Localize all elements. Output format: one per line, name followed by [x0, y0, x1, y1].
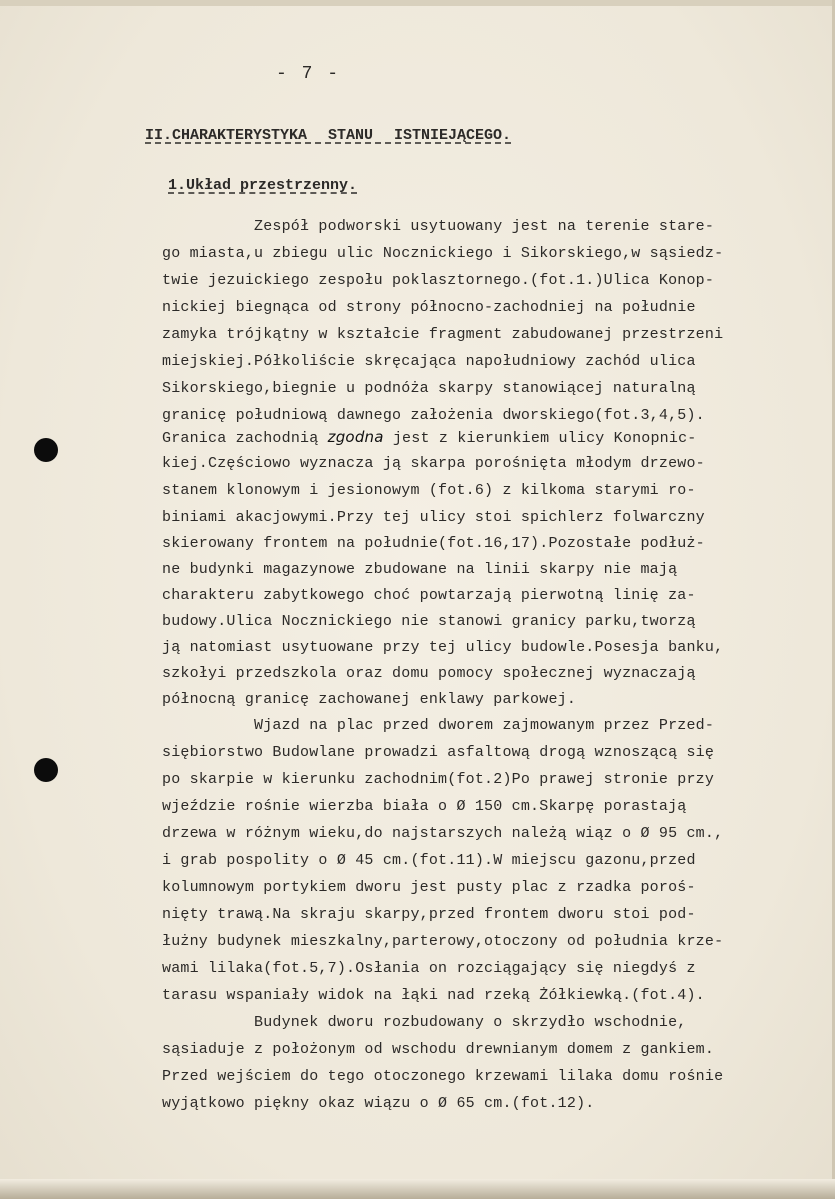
text-line: po skarpie w kierunku zachodnim(fot.2)Po prawej stronie przy [162, 771, 715, 788]
section-heading: II.CHARAKTERYSTYKA STANU ISTNIEJĄCEGO. [145, 127, 512, 144]
text-line: wami lilaka(fot.5,7).Osłania on rozciągający się niegdyś z [162, 960, 696, 977]
text-line: kolumnowym portykiem dworu jest pusty plac z rzadka poroś- [162, 879, 696, 896]
text-line: ne budynki magazynowe zbudowane na linii skarpy nie mają [162, 561, 678, 578]
text-line: nięty trawą.Na skraju skarpy,przed frontem dworu stoi pod- [162, 906, 696, 923]
page-top-edge [0, 0, 835, 6]
text-line: łużny budynek mieszkalny,parterowy,otoczony od południa krze- [162, 933, 724, 950]
text-line: sąsiaduje z położonym od wschodu drewnianym domem z gankiem. [162, 1041, 715, 1058]
text-line: wjeździe rośnie wierzba biała o Ø 150 cm.Skarpę porastają [162, 798, 687, 815]
text-line: ją natomiast usytuowane przy tej ulicy budowle.Posesja banku, [162, 639, 724, 656]
text-line: go miasta,u zbiegu ulic Nocznickiego i Sikorskiego,w sąsiedz- [162, 245, 724, 262]
text-line: Zespół podworski usytuowany jest na terenie stare- [254, 218, 715, 235]
text-line: granicę południową dawnego założenia dworskiego(fot.3,4,5). [162, 407, 705, 424]
text-line: tarasu wspaniały widok na łąki nad rzeką Żółkiewką.(fot.4). [162, 987, 705, 1004]
text-line: Budynek dworu rozbudowany o skrzydło wschodnie, [254, 1014, 687, 1031]
text-line: budowy.Ulica Nocznickiego nie stanowi granicy parku,tworzą [162, 613, 696, 630]
text-line-with-insert [162, 427, 697, 449]
punch-hole-icon [34, 438, 58, 462]
text-line: kiej.Częściowo wyznacza ją skarpa porośnięta młodym drzewo- [162, 455, 705, 472]
text-line: charakteru zabytkowego choć powtarzają pierwotną linię za- [162, 587, 696, 604]
text-line: biniami akacjowymi.Przy tej ulicy stoi spichlerz folwarczny [162, 509, 705, 526]
text-line: północną granicę zachowanej enklawy parkowej. [162, 691, 577, 708]
text-line: nickiej biegnąca od strony północno-zachodniej na południe [162, 299, 696, 316]
text-line: i grab pospolity o Ø 45 cm.(fot.11).W miejscu gazonu,przed [162, 852, 696, 869]
text-line: miejskiej.Półkoliście skręcająca napołudniowy zachód ulica [162, 353, 696, 370]
text-line: szkołyi przedszkola oraz domu pomocy społecznej wyznaczają [162, 665, 696, 682]
text-line: Sikorskiego,biegnie u podnóża skarpy stanowiącej naturalną [162, 380, 696, 397]
text-line: Wjazd na plac przed dworem zajmowanym przez Przed- [254, 717, 715, 734]
text-line: drzewa w różnym wieku,do najstarszych należą wiąz o Ø 95 cm., [162, 825, 724, 842]
page-number: - 7 - [276, 64, 341, 84]
text-line: twie jezuickiego zespołu poklasztornego.(fot.1.)Ulica Konop- [162, 272, 715, 289]
page-bottom-edge [0, 1179, 835, 1199]
handwritten-insert: zgodna [327, 428, 384, 446]
text-line: skierowany frontem na południe(fot.16,17).Pozostałe podłuż- [162, 535, 705, 552]
text-line: Przed wejściem do tego otoczonego krzewami lilaka domu rośnie [162, 1068, 724, 1085]
punch-hole-icon [34, 758, 58, 782]
text-line: wyjątkowo piękny okaz wiązu o Ø 65 cm.(fot.12). [162, 1095, 595, 1112]
text-line: stanem klonowym i jesionowym (fot.6) z kilkoma starymi ro- [162, 482, 696, 499]
subsection-heading: 1.Układ przestrzenny. [168, 177, 358, 194]
text-line-tail: jest z kierunkiem ulicy Konopnic- [383, 430, 697, 447]
text-line: Granica zachodnią [162, 430, 328, 447]
text-line: zamyka trójkątny w kształcie fragment zabudowanej przestrzeni [162, 326, 724, 343]
text-line: siębiorstwo Budowlane prowadzi asfaltową drogą wznoszącą się [162, 744, 715, 761]
